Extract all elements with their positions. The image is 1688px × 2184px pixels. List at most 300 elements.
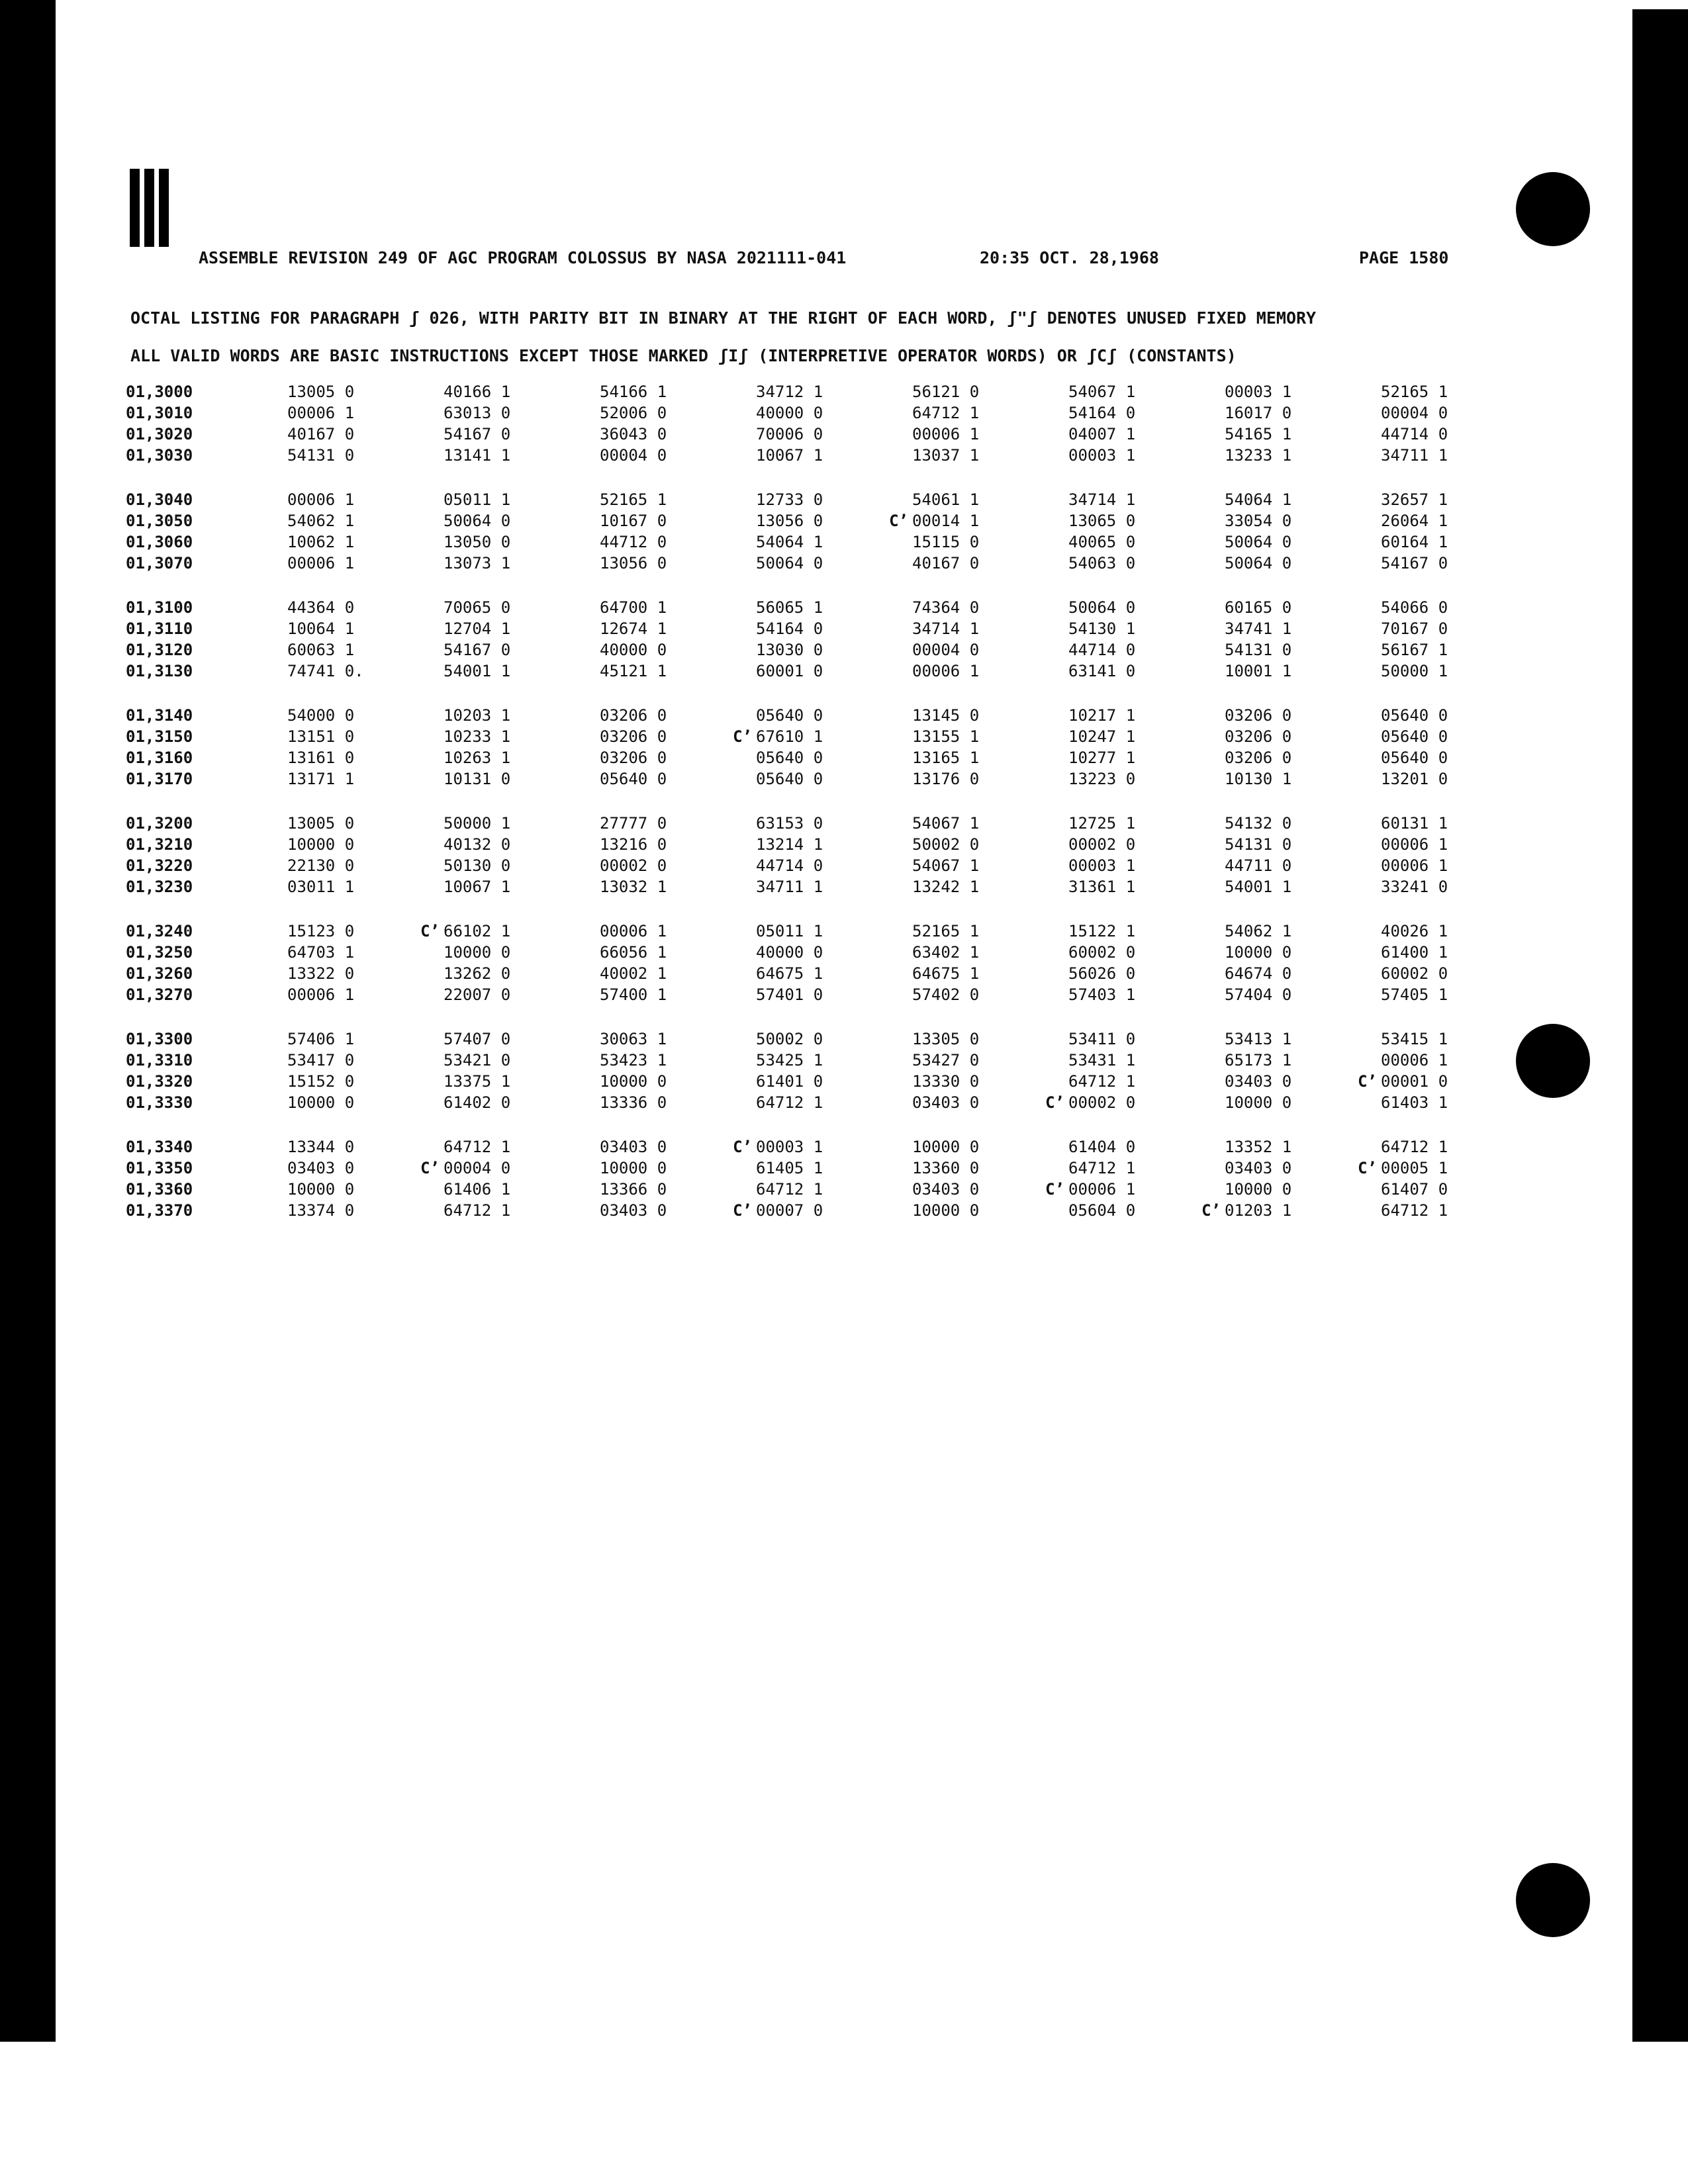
address: 01,3360 bbox=[126, 1180, 193, 1199]
octal-word bbox=[258, 814, 414, 833]
listing-block bbox=[126, 813, 1516, 897]
word-value: 31361 1 bbox=[1068, 878, 1136, 896]
address: 01,3310 bbox=[126, 1051, 193, 1069]
word-value: 52006 0 bbox=[600, 404, 667, 422]
octal-word bbox=[258, 404, 414, 422]
octal-word bbox=[727, 490, 883, 509]
word-value: 13262 0 bbox=[444, 964, 511, 983]
word-value: 34711 1 bbox=[1381, 446, 1448, 465]
octal-word bbox=[414, 727, 571, 746]
listing-block bbox=[126, 1028, 1516, 1113]
word-value: 00006 1 bbox=[600, 922, 667, 940]
octal-word bbox=[883, 749, 1039, 767]
word-value: 10263 1 bbox=[444, 749, 511, 767]
word-value: 00006 1 bbox=[1068, 1180, 1136, 1199]
octal-word bbox=[883, 533, 1039, 551]
word-value: 03206 0 bbox=[600, 727, 667, 746]
word-value: 16017 0 bbox=[1225, 404, 1292, 422]
word-value: 54067 1 bbox=[912, 814, 980, 833]
octal-word bbox=[571, 1138, 727, 1156]
word-value: 12733 0 bbox=[756, 490, 823, 509]
word-value: 40000 0 bbox=[756, 404, 823, 422]
word-value: 61403 1 bbox=[1381, 1093, 1448, 1112]
word-value: 13056 0 bbox=[756, 512, 823, 530]
octal-word bbox=[571, 425, 727, 443]
octal-word bbox=[258, 598, 414, 617]
word-value: 50002 0 bbox=[912, 835, 980, 854]
word-value: 03403 0 bbox=[600, 1201, 667, 1220]
constant-marker: C’ bbox=[1358, 1159, 1377, 1177]
word-value: 03403 0 bbox=[912, 1093, 980, 1112]
octal-word bbox=[1039, 814, 1196, 833]
word-value: 54067 1 bbox=[1068, 383, 1136, 401]
octal-word bbox=[1039, 619, 1196, 638]
listing-row bbox=[126, 1071, 1516, 1092]
octal-word bbox=[1039, 727, 1196, 746]
octal-word bbox=[727, 619, 883, 638]
address: 01,3120 bbox=[126, 641, 193, 659]
octal-word bbox=[571, 404, 727, 422]
octal-word bbox=[883, 446, 1039, 465]
word-value: 00014 1 bbox=[912, 512, 980, 530]
word-value: 64712 1 bbox=[1068, 1159, 1136, 1177]
word-value: 61405 1 bbox=[756, 1159, 823, 1177]
word-value: 00001 0 bbox=[1381, 1072, 1448, 1091]
word-value: 40132 0 bbox=[444, 835, 511, 854]
octal-word bbox=[883, 641, 1039, 659]
octal-word bbox=[1039, 533, 1196, 551]
word-value: 00004 0 bbox=[912, 641, 980, 659]
word-value: 12704 1 bbox=[444, 619, 511, 638]
octal-word bbox=[1352, 425, 1508, 443]
word-value: 00006 1 bbox=[287, 490, 355, 509]
word-value: 00006 1 bbox=[1381, 835, 1448, 854]
octal-word bbox=[1352, 1138, 1508, 1156]
octal-word bbox=[258, 985, 414, 1004]
word-value: 54001 1 bbox=[444, 662, 511, 680]
word-value: 10000 0 bbox=[912, 1201, 980, 1220]
octal-word bbox=[571, 619, 727, 638]
octal-word bbox=[727, 964, 883, 983]
listing-row bbox=[126, 726, 1516, 747]
octal-word bbox=[727, 404, 883, 422]
word-value: 54061 1 bbox=[912, 490, 980, 509]
address: 01,3260 bbox=[126, 964, 193, 983]
listing-row bbox=[126, 834, 1516, 855]
word-value: 22130 0 bbox=[287, 856, 355, 875]
scan-edge-right bbox=[1632, 9, 1688, 2042]
listing-block bbox=[126, 597, 1516, 682]
octal-word bbox=[571, 446, 727, 465]
word-value: 50064 0 bbox=[1225, 554, 1292, 572]
word-value: 05011 1 bbox=[444, 490, 511, 509]
octal-word bbox=[1039, 404, 1196, 422]
word-value: 54165 1 bbox=[1225, 425, 1292, 443]
address: 01,3010 bbox=[126, 404, 193, 422]
address: 01,3200 bbox=[126, 814, 193, 833]
word-value: 53417 0 bbox=[287, 1051, 355, 1069]
octal-word bbox=[727, 1093, 883, 1112]
octal-word bbox=[1196, 641, 1352, 659]
octal-word bbox=[1196, 878, 1352, 896]
word-value: 00006 1 bbox=[287, 985, 355, 1004]
octal-word bbox=[727, 641, 883, 659]
octal-word bbox=[1352, 1051, 1508, 1069]
octal-word bbox=[571, 512, 727, 530]
octal-word bbox=[258, 446, 414, 465]
octal-word bbox=[414, 1159, 571, 1177]
listing-row bbox=[126, 1050, 1516, 1071]
word-value: 40000 0 bbox=[600, 641, 667, 659]
word-value: 56065 1 bbox=[756, 598, 823, 617]
word-value: 13073 1 bbox=[444, 554, 511, 572]
word-value: 13030 0 bbox=[756, 641, 823, 659]
octal-word bbox=[414, 1030, 571, 1048]
word-value: 05640 0 bbox=[756, 770, 823, 788]
word-value: 27777 0 bbox=[600, 814, 667, 833]
address: 01,3270 bbox=[126, 985, 193, 1004]
word-value: 64712 1 bbox=[444, 1138, 511, 1156]
octal-word bbox=[571, 856, 727, 875]
word-value: 30063 1 bbox=[600, 1030, 667, 1048]
octal-word bbox=[727, 943, 883, 962]
word-value: 66056 1 bbox=[600, 943, 667, 962]
octal-word bbox=[414, 943, 571, 962]
octal-word bbox=[1196, 985, 1352, 1004]
octal-word bbox=[258, 425, 414, 443]
word-value: 64712 1 bbox=[756, 1093, 823, 1112]
listing-row bbox=[126, 855, 1516, 876]
octal-word bbox=[414, 641, 571, 659]
octal-word bbox=[258, 922, 414, 940]
address: 01,3050 bbox=[126, 512, 193, 530]
word-value: 54066 0 bbox=[1381, 598, 1448, 617]
word-value: 10277 1 bbox=[1068, 749, 1136, 767]
word-value: 01203 1 bbox=[1225, 1201, 1292, 1220]
octal-word bbox=[1039, 662, 1196, 680]
listing-row bbox=[126, 597, 1516, 618]
word-value: 13037 1 bbox=[912, 446, 980, 465]
octal-word bbox=[414, 554, 571, 572]
octal-word bbox=[883, 878, 1039, 896]
octal-word bbox=[1039, 383, 1196, 401]
octal-word bbox=[1196, 964, 1352, 983]
octal-word bbox=[1352, 512, 1508, 530]
octal-word bbox=[727, 1138, 883, 1156]
word-value: 13005 0 bbox=[287, 383, 355, 401]
word-value: 44364 0 bbox=[287, 598, 355, 617]
octal-word bbox=[1039, 770, 1196, 788]
octal-word bbox=[258, 878, 414, 896]
word-value: 15115 0 bbox=[912, 533, 980, 551]
word-value: 60131 1 bbox=[1381, 814, 1448, 833]
word-value: 10000 0 bbox=[444, 943, 511, 962]
address: 01,3030 bbox=[126, 446, 193, 465]
word-value: 13155 1 bbox=[912, 727, 980, 746]
scan-edge-left bbox=[0, 0, 56, 2042]
word-value: 10000 0 bbox=[1225, 943, 1292, 962]
octal-word bbox=[1196, 922, 1352, 940]
word-value: 15123 0 bbox=[287, 922, 355, 940]
word-value: 10217 1 bbox=[1068, 706, 1136, 725]
word-value: 13161 0 bbox=[287, 749, 355, 767]
octal-word bbox=[1196, 749, 1352, 767]
word-value: 63141 0 bbox=[1068, 662, 1136, 680]
octal-word bbox=[414, 964, 571, 983]
octal-word bbox=[883, 770, 1039, 788]
word-value: 32657 1 bbox=[1381, 490, 1448, 509]
octal-word bbox=[1352, 770, 1508, 788]
word-value: 61401 0 bbox=[756, 1072, 823, 1091]
word-value: 00006 1 bbox=[287, 554, 355, 572]
word-value: 57404 0 bbox=[1225, 985, 1292, 1004]
word-value: 63402 1 bbox=[912, 943, 980, 962]
listing-row bbox=[126, 768, 1516, 790]
listing-row bbox=[126, 1158, 1516, 1179]
word-value: 10064 1 bbox=[287, 619, 355, 638]
word-value: 60002 0 bbox=[1381, 964, 1448, 983]
octal-word bbox=[414, 770, 571, 788]
octal-word bbox=[571, 1201, 727, 1220]
word-value: 13366 0 bbox=[600, 1180, 667, 1199]
octal-word bbox=[258, 1159, 414, 1177]
header-page-number: PAGE 1580 bbox=[1359, 248, 1449, 267]
word-value: 70065 0 bbox=[444, 598, 511, 617]
word-value: 10067 1 bbox=[756, 446, 823, 465]
octal-word bbox=[1352, 404, 1508, 422]
word-value: 00006 1 bbox=[1381, 856, 1448, 875]
address: 01,3330 bbox=[126, 1093, 193, 1112]
word-value: 54167 0 bbox=[1381, 554, 1448, 572]
octal-word bbox=[883, 662, 1039, 680]
octal-word bbox=[1352, 1030, 1508, 1048]
address: 01,3060 bbox=[126, 533, 193, 551]
octal-word bbox=[571, 554, 727, 572]
word-value: 00002 0 bbox=[600, 856, 667, 875]
word-value: 05640 0 bbox=[756, 749, 823, 767]
listing-row bbox=[126, 660, 1516, 682]
octal-word bbox=[258, 727, 414, 746]
octal-word bbox=[414, 706, 571, 725]
octal-word bbox=[883, 619, 1039, 638]
octal-word bbox=[1196, 1159, 1352, 1177]
word-value: 54131 0 bbox=[287, 446, 355, 465]
word-value: 50002 0 bbox=[756, 1030, 823, 1048]
octal-word bbox=[1039, 835, 1196, 854]
word-value: 00002 0 bbox=[1068, 835, 1136, 854]
octal-word bbox=[1039, 512, 1196, 530]
octal-word bbox=[1352, 835, 1508, 854]
word-value: 64700 1 bbox=[600, 598, 667, 617]
octal-word bbox=[1352, 922, 1508, 940]
octal-word bbox=[1196, 1201, 1352, 1220]
listing-row bbox=[126, 921, 1516, 942]
word-value: 00003 1 bbox=[1068, 446, 1136, 465]
word-value: 44714 0 bbox=[756, 856, 823, 875]
octal-word bbox=[883, 814, 1039, 833]
octal-word bbox=[258, 856, 414, 875]
octal-word bbox=[727, 835, 883, 854]
word-value: 44711 0 bbox=[1225, 856, 1292, 875]
word-value: 64712 1 bbox=[912, 404, 980, 422]
word-value: 10000 0 bbox=[1225, 1093, 1292, 1112]
word-value: 00006 1 bbox=[912, 425, 980, 443]
octal-word bbox=[727, 985, 883, 1004]
address: 01,3220 bbox=[126, 856, 193, 875]
octal-word bbox=[414, 749, 571, 767]
octal-word bbox=[727, 878, 883, 896]
listing-row bbox=[126, 984, 1516, 1005]
word-value: 10062 1 bbox=[287, 533, 355, 551]
word-value: 54131 0 bbox=[1225, 835, 1292, 854]
octal-word bbox=[258, 662, 414, 680]
word-value: 10000 0 bbox=[600, 1072, 667, 1091]
word-value: 63153 0 bbox=[756, 814, 823, 833]
address: 01,3300 bbox=[126, 1030, 193, 1048]
word-value: 05640 0 bbox=[1381, 706, 1448, 725]
address: 01,3020 bbox=[126, 425, 193, 443]
word-value: 33054 0 bbox=[1225, 512, 1292, 530]
address: 01,3110 bbox=[126, 619, 193, 638]
listing-row bbox=[126, 1092, 1516, 1113]
octal-word bbox=[883, 1093, 1039, 1112]
word-value: 13032 1 bbox=[600, 878, 667, 896]
octal-word bbox=[414, 878, 571, 896]
word-value: 40065 0 bbox=[1068, 533, 1136, 551]
octal-word bbox=[258, 533, 414, 551]
octal-word bbox=[571, 706, 727, 725]
word-value: 54064 1 bbox=[756, 533, 823, 551]
word-value: 64712 1 bbox=[1381, 1138, 1448, 1156]
word-value: 00005 1 bbox=[1381, 1159, 1448, 1177]
word-value: 13344 0 bbox=[287, 1138, 355, 1156]
octal-word bbox=[727, 446, 883, 465]
word-value: 13233 1 bbox=[1225, 446, 1292, 465]
octal-word bbox=[1352, 490, 1508, 509]
octal-word bbox=[1352, 943, 1508, 962]
word-value: 13141 1 bbox=[444, 446, 511, 465]
octal-word bbox=[727, 533, 883, 551]
word-value: 60001 0 bbox=[756, 662, 823, 680]
octal-word bbox=[1039, 641, 1196, 659]
word-value: 10000 0 bbox=[287, 835, 355, 854]
octal-word bbox=[1196, 446, 1352, 465]
listing-row bbox=[126, 1200, 1516, 1221]
octal-word bbox=[414, 598, 571, 617]
constant-marker: C’ bbox=[420, 922, 440, 940]
octal-word bbox=[414, 490, 571, 509]
constant-marker: C’ bbox=[733, 727, 752, 746]
octal-word bbox=[414, 404, 571, 422]
word-value: 13151 0 bbox=[287, 727, 355, 746]
word-value: 57402 0 bbox=[912, 985, 980, 1004]
octal-word bbox=[414, 383, 571, 401]
octal-word bbox=[1196, 512, 1352, 530]
octal-word bbox=[727, 814, 883, 833]
word-value: 64675 1 bbox=[912, 964, 980, 983]
address: 01,3150 bbox=[126, 727, 193, 746]
word-value: 03011 1 bbox=[287, 878, 355, 896]
octal-word bbox=[727, 749, 883, 767]
word-value: 40166 1 bbox=[444, 383, 511, 401]
octal-word bbox=[1039, 706, 1196, 725]
address: 01,3230 bbox=[126, 878, 193, 896]
word-value: 44712 0 bbox=[600, 533, 667, 551]
octal-word bbox=[883, 856, 1039, 875]
word-value: 54164 0 bbox=[1068, 404, 1136, 422]
word-value: 54062 1 bbox=[1225, 922, 1292, 940]
address: 01,3040 bbox=[126, 490, 193, 509]
word-value: 56121 0 bbox=[912, 383, 980, 401]
listing-row bbox=[126, 381, 1516, 402]
octal-word bbox=[883, 1201, 1039, 1220]
octal-word bbox=[571, 878, 727, 896]
octal-word bbox=[1352, 1201, 1508, 1220]
octal-word bbox=[1196, 619, 1352, 638]
octal-word bbox=[1352, 619, 1508, 638]
word-value: 13005 0 bbox=[287, 814, 355, 833]
octal-word bbox=[727, 856, 883, 875]
word-value: 52165 1 bbox=[912, 922, 980, 940]
word-value: 61404 0 bbox=[1068, 1138, 1136, 1156]
word-value: 00006 1 bbox=[287, 404, 355, 422]
octal-word bbox=[1196, 770, 1352, 788]
word-value: 00004 0 bbox=[1381, 404, 1448, 422]
octal-word bbox=[1196, 727, 1352, 746]
address: 01,3140 bbox=[126, 706, 193, 725]
listing-row bbox=[126, 445, 1516, 466]
octal-word bbox=[883, 964, 1039, 983]
octal-word bbox=[414, 922, 571, 940]
listing-block bbox=[126, 921, 1516, 1005]
octal-word bbox=[258, 1201, 414, 1220]
octal-word bbox=[1039, 598, 1196, 617]
word-value: 22007 0 bbox=[444, 985, 511, 1004]
octal-word bbox=[571, 922, 727, 940]
octal-word bbox=[727, 383, 883, 401]
word-value: 13050 0 bbox=[444, 533, 511, 551]
word-value: 13056 0 bbox=[600, 554, 667, 572]
octal-word bbox=[883, 1072, 1039, 1091]
octal-word bbox=[258, 1138, 414, 1156]
octal-word bbox=[1039, 964, 1196, 983]
word-value: 44714 0 bbox=[1068, 641, 1136, 659]
octal-word bbox=[1352, 964, 1508, 983]
octal-word bbox=[1196, 856, 1352, 875]
octal-word bbox=[1039, 1051, 1196, 1069]
listing-row bbox=[126, 963, 1516, 984]
word-value: 05640 0 bbox=[1381, 727, 1448, 746]
constant-marker: C’ bbox=[1358, 1072, 1377, 1091]
word-value: 56167 1 bbox=[1381, 641, 1448, 659]
word-value: 00004 0 bbox=[600, 446, 667, 465]
word-value: 53427 0 bbox=[912, 1051, 980, 1069]
octal-word bbox=[571, 1030, 727, 1048]
listing-row bbox=[126, 618, 1516, 639]
listing-row bbox=[126, 531, 1516, 553]
octal-word bbox=[1196, 1051, 1352, 1069]
octal-word bbox=[1039, 1093, 1196, 1112]
octal-word bbox=[414, 1072, 571, 1091]
word-value: 53413 1 bbox=[1225, 1030, 1292, 1048]
word-value: 03206 0 bbox=[1225, 749, 1292, 767]
octal-word bbox=[727, 770, 883, 788]
word-value: 13223 0 bbox=[1068, 770, 1136, 788]
octal-word bbox=[571, 641, 727, 659]
word-value: 64703 1 bbox=[287, 943, 355, 962]
octal-word bbox=[1039, 446, 1196, 465]
word-value: 50130 0 bbox=[444, 856, 511, 875]
